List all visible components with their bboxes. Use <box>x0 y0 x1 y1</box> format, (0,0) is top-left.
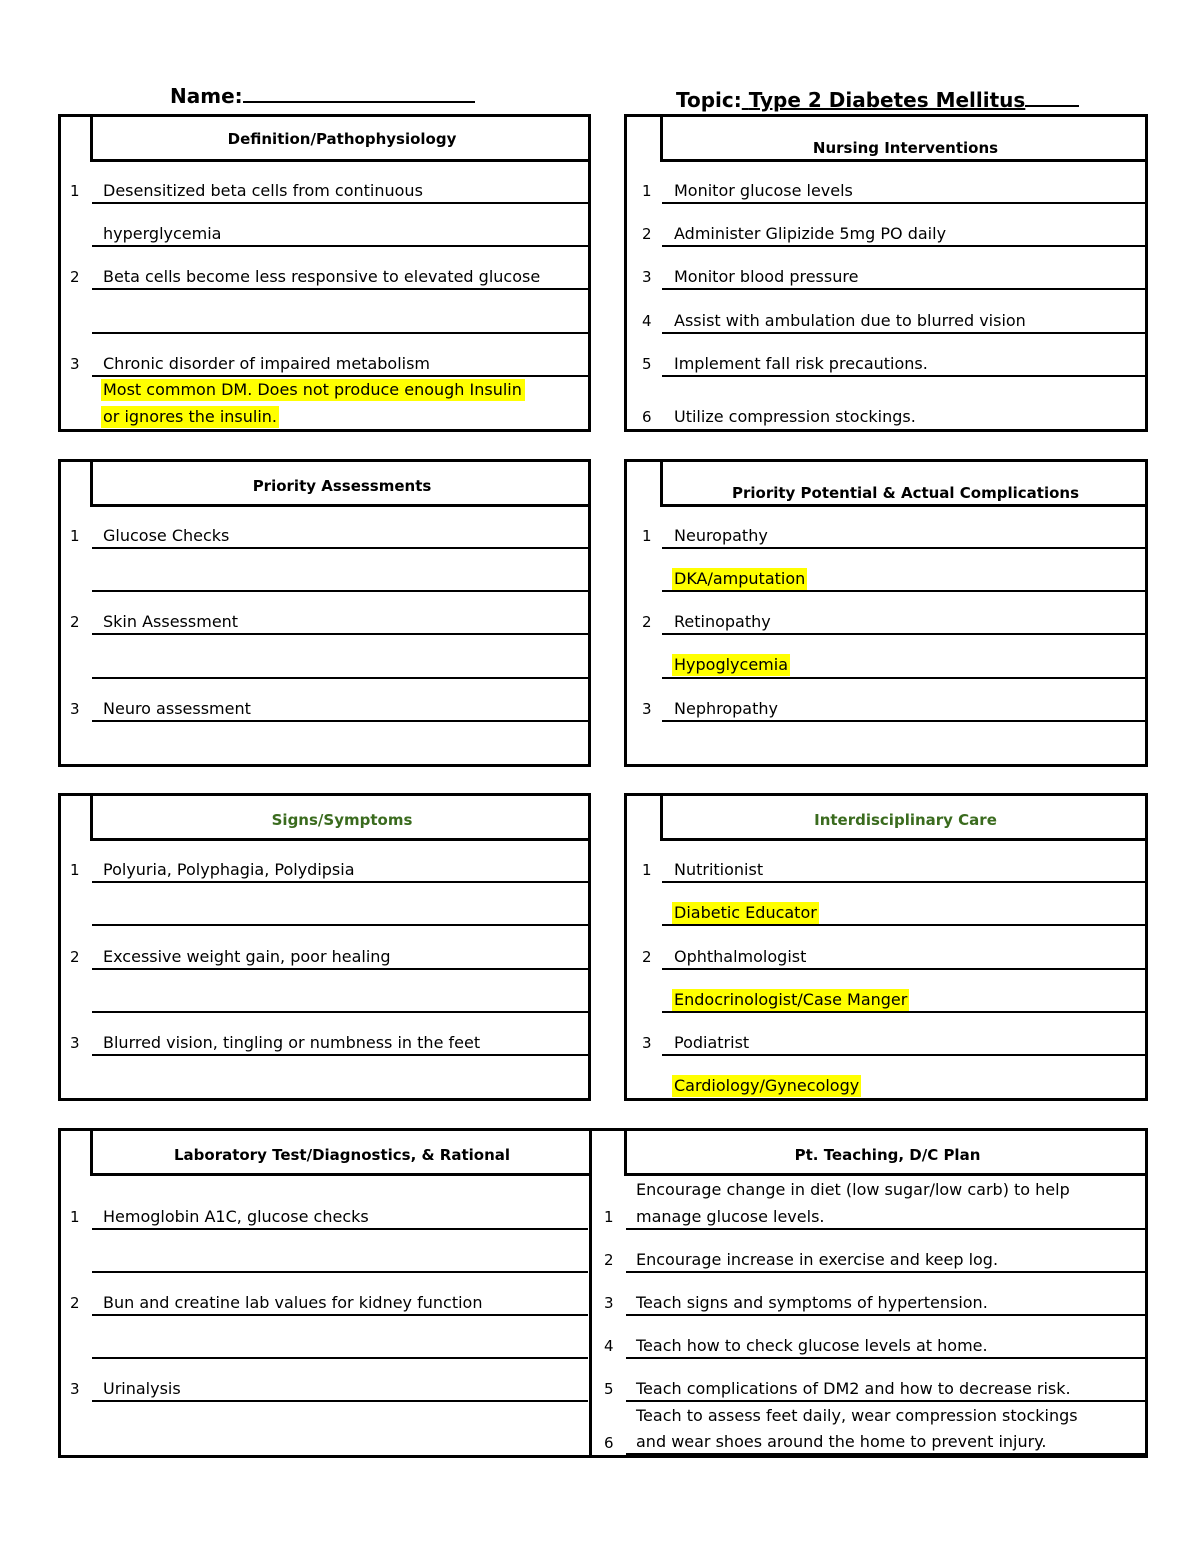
signs-item-3: Blurred vision, tingling or numbness in the feet <box>103 1033 481 1052</box>
pathophysiology-title: Definition/Pathophysiology <box>90 114 591 162</box>
item-number: 2 <box>70 1294 80 1312</box>
item-number: 2 <box>70 268 80 286</box>
teaching-item-3: Teach signs and symptoms of hypertension. <box>636 1293 988 1312</box>
item-number: 1 <box>70 527 80 545</box>
nursing-title: Nursing Interventions <box>660 114 1148 162</box>
signs-item-2: Excessive weight gain, poor healing <box>103 947 391 966</box>
item-number: 4 <box>604 1337 614 1355</box>
labs-item-3: Urinalysis <box>103 1379 181 1398</box>
labs-title: Laboratory Test/Diagnostics, & Rational <box>90 1128 591 1176</box>
interdisciplinary-highlight-3: Cardiology/Gynecology <box>674 1076 860 1095</box>
item-number: 1 <box>70 861 80 879</box>
assessments-title: Priority Assessments <box>90 459 591 507</box>
complication-item-3: Nephropathy <box>674 699 778 718</box>
teaching-item-4: Teach how to check glucose levels at home. <box>636 1336 988 1355</box>
patho-item-1-cont: hyperglycemia <box>103 224 222 243</box>
assess-item-2: Skin Assessment <box>103 612 239 631</box>
name-label: Name: <box>170 83 475 108</box>
item-number: 1 <box>642 182 652 200</box>
nursing-item-2: Administer Glipizide 5mg PO daily <box>674 224 947 243</box>
teaching-item-6-cont: and wear shoes around the home to prevent injury. <box>636 1432 1047 1451</box>
item-number: 1 <box>642 861 652 879</box>
item-number: 3 <box>604 1294 614 1312</box>
item-number: 3 <box>70 1380 80 1398</box>
complications-title: Priority Potential & Actual Complications <box>660 459 1148 507</box>
teaching-item-2: Encourage increase in exercise and keep log. <box>636 1250 999 1269</box>
patho-item-3: Chronic disorder of impaired metabolism <box>103 354 431 373</box>
teaching-title: Pt. Teaching, D/C Plan <box>624 1128 1148 1176</box>
item-number: 3 <box>642 268 652 286</box>
item-number: 1 <box>70 182 80 200</box>
signs-item-1: Polyuria, Polyphagia, Polydipsia <box>103 860 355 879</box>
item-number: 2 <box>642 613 652 631</box>
complication-highlight-1: DKA/amputation <box>674 569 806 588</box>
patho-item-1: Desensitized beta cells from continuous <box>103 181 423 200</box>
item-number: 6 <box>604 1434 614 1452</box>
complication-item-1: Neuropathy <box>674 526 768 545</box>
complication-highlight-2: Hypoglycemia <box>674 655 788 674</box>
item-number: 2 <box>642 225 652 243</box>
teaching-item-1-cont: manage glucose levels. <box>636 1207 825 1226</box>
item-number: 3 <box>70 1034 80 1052</box>
item-number: 5 <box>642 355 652 373</box>
complication-item-2: Retinopathy <box>674 612 771 631</box>
interdisciplinary-item-1: Nutritionist <box>674 860 764 879</box>
nursing-item-4: Assist with ambulation due to blurred vision <box>674 311 1026 330</box>
interdisciplinary-title: Interdisciplinary Care <box>660 793 1148 841</box>
patho-item-2: Beta cells become less responsive to elevated glucose <box>103 267 541 286</box>
labs-item-2: Bun and creatine lab values for kidney function <box>103 1293 483 1312</box>
nursing-item-1: Monitor glucose levels <box>674 181 853 200</box>
signs-title: Signs/Symptoms <box>90 793 591 841</box>
item-number: 5 <box>604 1380 614 1398</box>
item-number: 3 <box>642 1034 652 1052</box>
item-number: 1 <box>604 1208 614 1226</box>
assess-item-3: Neuro assessment <box>103 699 251 718</box>
patho-note-2: or ignores the insulin. <box>103 407 277 426</box>
nursing-item-3: Monitor blood pressure <box>674 267 859 286</box>
assess-item-1: Glucose Checks <box>103 526 230 545</box>
item-number: 3 <box>642 700 652 718</box>
interdisciplinary-item-3: Podiatrist <box>674 1033 750 1052</box>
item-number: 3 <box>70 700 80 718</box>
item-number: 2 <box>604 1251 614 1269</box>
item-number: 1 <box>642 527 652 545</box>
interdisciplinary-item-2: Ophthalmologist <box>674 947 807 966</box>
item-number: 2 <box>642 948 652 966</box>
item-number: 3 <box>70 355 80 373</box>
interdisciplinary-highlight-2: Endocrinologist/Case Manger <box>674 990 908 1009</box>
teaching-item-5: Teach complications of DM2 and how to decrease risk. <box>636 1379 1071 1398</box>
item-number: 4 <box>642 312 652 330</box>
nursing-item-5: Implement fall risk precautions. <box>674 354 928 373</box>
teaching-item-6: Teach to assess feet daily, wear compression stockings <box>636 1406 1078 1425</box>
topic-label: Topic: Type 2 Diabetes Mellitus <box>676 87 1079 112</box>
teaching-item-1: Encourage change in diet (low sugar/low carb) to help <box>636 1180 1070 1199</box>
interdisciplinary-highlight-1: Diabetic Educator <box>674 903 817 922</box>
item-number: 6 <box>642 408 652 426</box>
labs-item-1: Hemoglobin A1C, glucose checks <box>103 1207 369 1226</box>
topic-value: Type 2 Diabetes Mellitus <box>748 88 1026 112</box>
nursing-item-6: Utilize compression stockings. <box>674 407 916 426</box>
item-number: 1 <box>70 1208 80 1226</box>
patho-note-1: Most common DM. Does not produce enough Insulin <box>101 379 525 401</box>
item-number: 2 <box>70 613 80 631</box>
item-number: 2 <box>70 948 80 966</box>
